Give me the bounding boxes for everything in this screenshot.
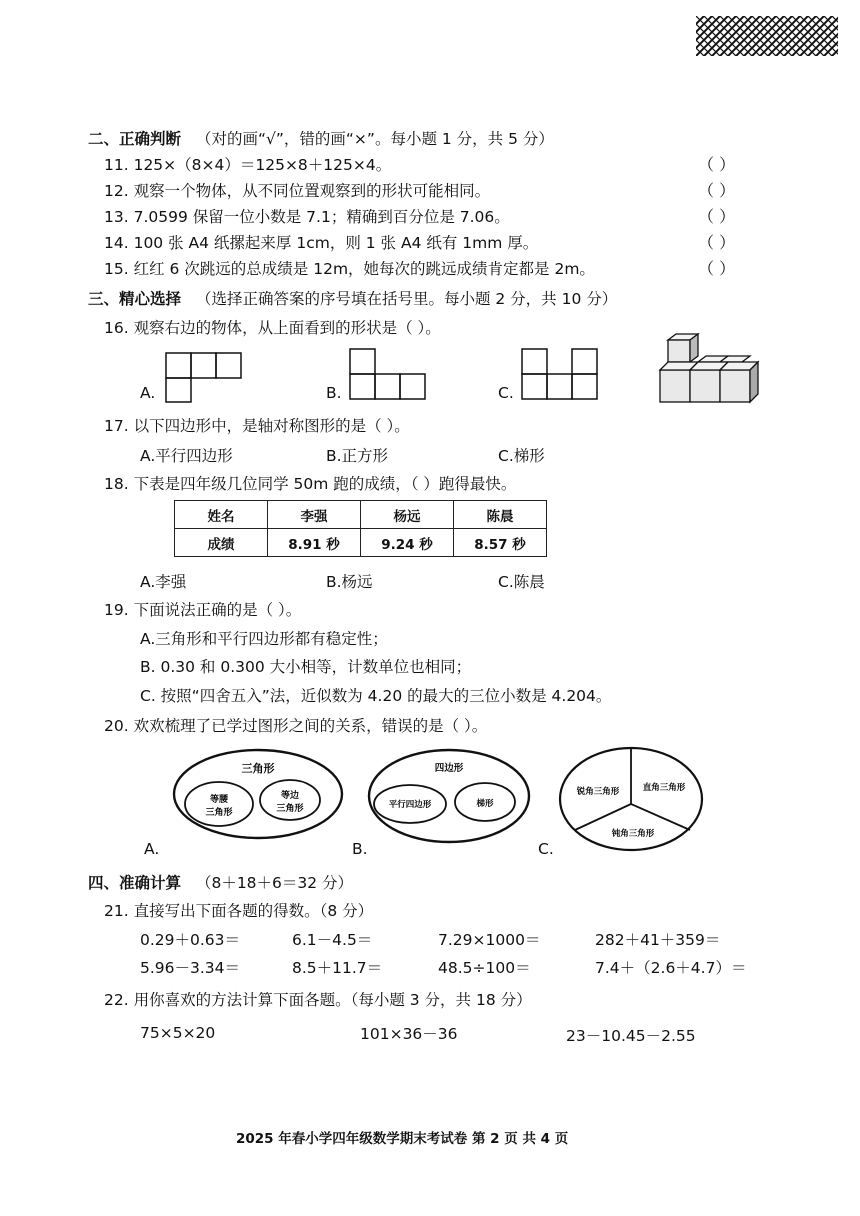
q13-text: 13. 7.0599 保留一位小数是 7.1；精确到百分位是 7.06。	[104, 208, 510, 226]
section4-title	[88, 871, 353, 893]
q18-option-a[interactable]: A.李强	[140, 573, 187, 591]
q21-expr[interactable]: 48.5÷100＝	[438, 959, 531, 977]
q16-shape-c	[516, 346, 602, 404]
table-cell: 8.57 秒	[454, 529, 547, 557]
diag-a-right-label-1: 等边	[280, 791, 300, 801]
section2-note: （对的画“√”，错的画“×”。每小题 1 分，共 5 分）	[195, 130, 554, 148]
q20-diagram-a	[170, 746, 346, 842]
q16-shape-a	[160, 350, 246, 406]
score-table	[174, 500, 547, 557]
q17-option-a[interactable]: A.平行四边形	[140, 447, 233, 465]
q13-answer-paren[interactable]: （ ）	[698, 207, 736, 226]
q22-item[interactable]: 75×5×20	[140, 1024, 216, 1042]
q17-text: 17. 以下四边形中，是轴对称图形的是（ ）。	[104, 417, 410, 435]
page-footer: 2025 年春小学四年级数学期末考试卷 第 2 页 共 4 页	[236, 1131, 569, 1147]
table-header-row	[175, 501, 547, 529]
q19-text: 19. 下面说法正确的是（ ）。	[104, 601, 302, 619]
table-cell: 9.24 秒	[361, 529, 454, 557]
q11-text: 11. 125×（8×4）＝125×8＋125×4。	[104, 156, 392, 174]
q22-item[interactable]: 101×36－36	[360, 1025, 458, 1043]
q16-cube-object	[656, 330, 766, 408]
q19-option-b[interactable]: B. 0.30 和 0.300 大小相等，计数单位也相同；	[140, 658, 472, 676]
section2-title	[88, 127, 554, 149]
q20-option-a[interactable]: A.	[144, 840, 160, 858]
q21-expr[interactable]: 0.29＋0.63＝	[140, 931, 241, 949]
q20-diagram-b	[366, 746, 532, 846]
q22-item[interactable]: 23－10.45－2.55	[566, 1027, 696, 1045]
table-cell: 陈晨	[454, 501, 547, 529]
diag-b-outer-label: 四边形	[434, 763, 464, 774]
q20-option-c[interactable]: C.	[538, 840, 554, 858]
diag-a-right-label-2: 三角形	[276, 804, 304, 814]
table-cell: 姓名	[175, 501, 268, 529]
q16-text: 16. 观察右边的物体，从上面看到的形状是（ ）。	[104, 319, 441, 337]
diag-c-right-label: 直角三角形	[642, 783, 686, 793]
q15-answer-paren[interactable]: （ ）	[698, 259, 736, 278]
q21-expr[interactable]: 7.4＋（2.6＋4.7）＝	[595, 959, 747, 977]
table-row	[175, 529, 547, 557]
diag-c-acute-label: 锐角三角形	[576, 787, 620, 797]
section4-note: （8＋18＋6＝32 分）	[195, 874, 354, 892]
section4-heading: 四、准确计算	[88, 874, 182, 892]
diag-a-left-label-2: 三角形	[205, 808, 233, 818]
section3-heading: 三、精心选择	[88, 290, 182, 308]
table-cell: 杨远	[361, 501, 454, 529]
barcode-mark	[696, 16, 838, 56]
table-cell: 李强	[268, 501, 361, 529]
section2-heading: 二、正确判断	[88, 130, 182, 148]
q21-expr[interactable]: 7.29×1000＝	[438, 931, 541, 949]
q17-option-c[interactable]: C.梯形	[498, 447, 545, 465]
q21-expr[interactable]: 8.5＋11.7＝	[292, 959, 383, 977]
diag-b-right-label: 梯形	[476, 799, 494, 809]
q18-text: 18. 下表是四年级几位同学 50m 跑的成绩，（ ）跑得最快。	[104, 475, 517, 493]
table-cell: 8.91 秒	[268, 529, 361, 557]
q18-option-b[interactable]: B.杨远	[326, 573, 373, 591]
q21-expr[interactable]: 282＋41＋359＝	[595, 931, 721, 949]
q14-text: 14. 100 张 A4 纸摞起来厚 1cm，则 1 张 A4 纸有 1mm 厚。	[104, 234, 539, 252]
q16-option-c[interactable]: C.	[498, 384, 514, 402]
q12-text: 12. 观察一个物体，从不同位置观察到的形状可能相同。	[104, 182, 491, 200]
q17-option-b[interactable]: B.正方形	[326, 447, 389, 465]
section3-title	[88, 287, 617, 309]
q20-diagram-c	[556, 744, 706, 854]
q21-expr[interactable]: 6.1－4.5＝	[292, 931, 373, 949]
q19-option-c[interactable]: C. 按照“四舍五入”法，近似数为 4.20 的最大的三位小数是 4.204。	[140, 687, 612, 705]
q21-expr[interactable]: 5.96－3.34＝	[140, 959, 241, 977]
q14-answer-paren[interactable]: （ ）	[698, 233, 736, 252]
q16-option-b[interactable]: B.	[326, 384, 342, 402]
q16-option-a[interactable]: A.	[140, 384, 156, 402]
q15-text: 15. 红红 6 次跳远的总成绩是 12m，她每次的跳远成绩肯定都是 2m。	[104, 260, 595, 278]
diag-b-left-label: 平行四边形	[388, 800, 432, 810]
diag-c-obtuse-label: 钝角三角形	[611, 829, 655, 839]
table-cell: 成绩	[175, 529, 268, 557]
q20-text: 20. 欢欢梳理了已学过图形之间的关系，错误的是（ ）。	[104, 717, 488, 735]
diag-a-outer-label: 三角形	[241, 762, 275, 775]
q11-answer-paren[interactable]: （ ）	[698, 155, 736, 174]
q16-shape-b	[344, 346, 430, 404]
q18-option-c[interactable]: C.陈晨	[498, 573, 545, 591]
section3-note: （选择正确答案的序号填在括号里。每小题 2 分，共 10 分）	[195, 290, 618, 308]
q20-option-b[interactable]: B.	[352, 840, 368, 858]
q22-text: 22. 用你喜欢的方法计算下面各题。（每小题 3 分，共 18 分）	[104, 991, 532, 1009]
q21-text: 21. 直接写出下面各题的得数。（8 分）	[104, 902, 374, 920]
q19-option-a[interactable]: A.三角形和平行四边形都有稳定性；	[140, 630, 388, 648]
q12-answer-paren[interactable]: （ ）	[698, 181, 736, 200]
diag-a-left-label-1: 等腰	[209, 795, 229, 805]
